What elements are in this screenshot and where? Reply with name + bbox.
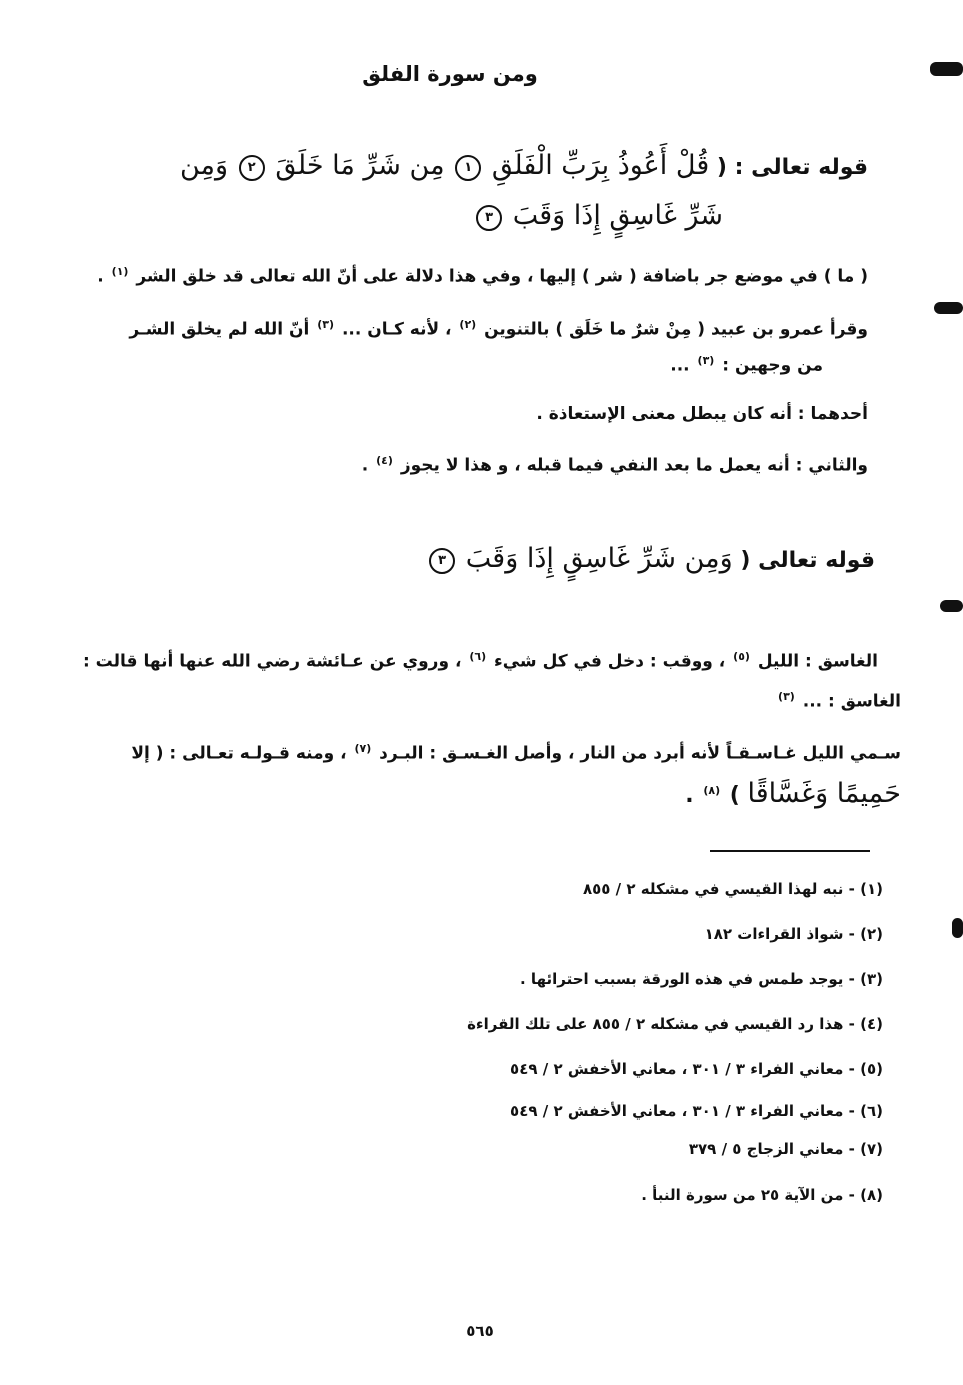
- footnote-number: (٢): [860, 925, 883, 943]
- paragraph-line: [362, 454, 868, 476]
- paragraph-text: وقرأ عمرو بن عبيد ( مِنْ شرٌ ما خَلَق ) بالتنوين: [484, 319, 868, 340]
- footnote-number: (٦): [860, 1102, 883, 1120]
- paragraph-text: من وجهين :: [722, 355, 823, 376]
- footnote-ref: (٣): [317, 318, 335, 331]
- footnote-text: - شواذ القراءات ١٨٢: [704, 925, 855, 943]
- footnote-divider: [710, 850, 870, 852]
- footnote-number: (٥): [860, 1060, 883, 1078]
- paragraph-text: ): [729, 783, 740, 808]
- verse-2-line: [426, 543, 875, 574]
- paragraph-text: .: [97, 266, 104, 287]
- binding-hole-mark: [952, 918, 963, 938]
- quran-text: مِن شَرِّ مَا خَلَقَ: [275, 150, 445, 181]
- footnote-item: [510, 1060, 883, 1078]
- paragraph-line: [83, 650, 878, 672]
- footnote-text: - يوجد طمس في هذه الورقة بسبب احترائها .: [520, 970, 855, 988]
- footnote-item: [705, 925, 883, 943]
- footnote-number: (١): [860, 880, 883, 898]
- paragraph-line: [97, 265, 868, 287]
- paragraph-text: ، وروي عن عـائشة رضي الله عنها أنها قالت :: [82, 651, 462, 672]
- quran-text: وَمِن شَرِّ غَاسِقٍ إِذَا وَقَبَ: [465, 543, 733, 574]
- binding-hole-mark: [934, 302, 963, 314]
- footnote-item: [510, 1102, 883, 1120]
- paragraph-text: سـمي الليل غـاسـقـاً لأنه أبرد من النار ، وأصل الغـسـق : البـرد: [379, 743, 901, 764]
- paragraph-line: [685, 778, 901, 809]
- footnote-number: (٣): [860, 970, 883, 988]
- footnote-number: (٤): [860, 1015, 883, 1033]
- footnote-number: (٧): [860, 1140, 883, 1158]
- paragraph-line: [129, 318, 868, 340]
- binding-hole-mark: [940, 600, 963, 612]
- paragraph-line: [776, 690, 901, 712]
- aya-number-icon: ٢: [239, 155, 265, 181]
- quran-text: قُلْ أَعُوذُ بِرَبِّ الْفَلَقِ: [491, 150, 710, 181]
- footnote-ref: (٧): [354, 742, 372, 755]
- paragraph-text: ...: [670, 355, 690, 376]
- verse-1-line-1: [180, 150, 868, 181]
- footnote-item: [520, 970, 883, 988]
- paragraph-line: أحدهما : أنه كان يبطل معنى الإستعاذة .: [536, 404, 868, 424]
- paragraph-text: الغاسق : ...: [802, 691, 901, 712]
- paragraph-text: ، ووقب : دخل في كل شيء: [494, 651, 726, 672]
- paragraph-line: [670, 354, 823, 376]
- footnote-text: - معاني الفراء ٣ / ٣٠١ ، معاني الأخفش ٢ / ٥٤٩: [510, 1060, 855, 1078]
- page-title: ومن سورة الفلق: [362, 62, 538, 86]
- footnote-text: - نبه لهذا القيسي في مشكله ٢ / ٨٥٥: [582, 880, 855, 898]
- binding-hole-mark: [930, 62, 963, 76]
- footnote-text: - معاني الزجاج ٥ / ٣٧٩: [688, 1140, 855, 1158]
- paragraph-text: .: [685, 783, 694, 808]
- footnote-item: [641, 1186, 883, 1204]
- footnote-ref: (٥): [733, 650, 750, 663]
- footnote-ref: (٣): [778, 690, 795, 703]
- paragraph-text: أنّ الله لم يخلق الشـر: [129, 319, 310, 340]
- footnote-item: [689, 1140, 883, 1158]
- paragraph-text: والثاني : أنه يعمل ما بعد النفي فيما قبله ، و هذا لا يجوز: [400, 455, 868, 476]
- footnote-ref: (٣): [697, 354, 715, 367]
- verse-1-line-2: [473, 200, 723, 231]
- footnote-ref: (٦): [469, 650, 487, 663]
- footnote-ref: (٢): [459, 318, 477, 331]
- verse-intro: قوله تعالى (: [740, 548, 875, 573]
- aya-number-icon: ١: [455, 155, 481, 181]
- footnote-item: [583, 880, 883, 898]
- aya-number-icon: ٣: [429, 548, 455, 574]
- quran-text: وَمِن: [180, 150, 229, 181]
- aya-number-icon: ٣: [476, 205, 502, 231]
- footnote-text: - هذا رد القيسي في مشكله ٢ / ٨٥٥ على تلك القراءة: [467, 1015, 855, 1033]
- footnote-ref: (٨): [703, 783, 721, 797]
- footnote-item: [467, 1015, 883, 1033]
- page-number: ٥٦٥: [466, 1322, 494, 1340]
- paragraph-text: ، لأنه كـان ...: [341, 319, 452, 340]
- paragraph-text: .: [361, 455, 369, 476]
- quran-text: حَمِيمًا وَغَسَّاقًا: [747, 778, 901, 809]
- paragraph-text: الغاسق : الليل: [757, 651, 878, 672]
- footnote-text: - من الآية ٢٥ من سورة النبأ .: [641, 1186, 855, 1204]
- verse-intro: قوله تعالى : (: [716, 155, 868, 180]
- footnote-ref: (٤): [376, 454, 393, 467]
- footnote-ref: (١): [111, 265, 129, 278]
- paragraph-line: [131, 742, 901, 764]
- footnote-number: (٨): [860, 1186, 883, 1204]
- quran-text: شَرِّ غَاسِقٍ إِذَا وَقَبَ: [512, 200, 723, 231]
- paragraph-text: ( ما ) في موضع جر باضافة ( شر ) إليها ، وفي هذا دلالة على أنّ الله تعالى قد خلق الشر: [136, 266, 868, 287]
- footnote-text: - معاني الفراء ٣ / ٣٠١ ، معاني الأخفش ٢ / ٥٤٩: [510, 1102, 855, 1120]
- paragraph-text: ، ومنه قـولـه تعـالى : ( إلا: [131, 743, 347, 764]
